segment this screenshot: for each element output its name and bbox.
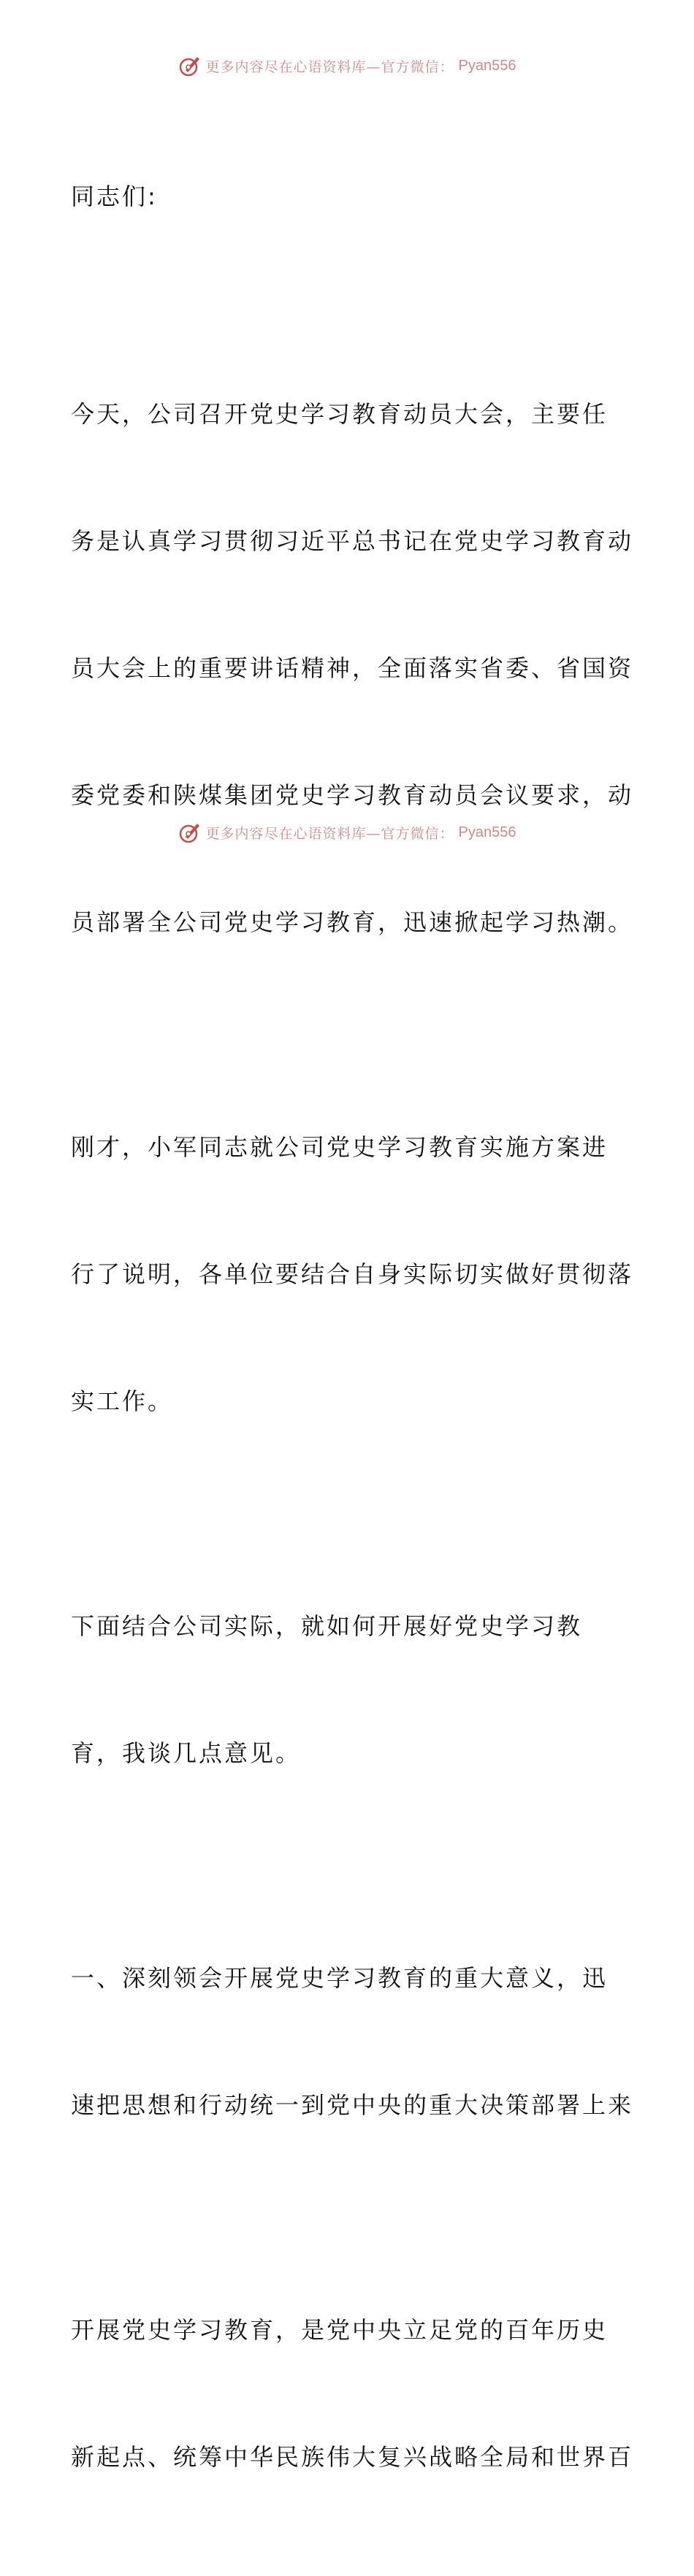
paragraph-line: 开展党史学习教育，是党中央立足党的百年历史 bbox=[71, 2316, 609, 2344]
header-watermark bbox=[0, 51, 694, 80]
paragraph-significance bbox=[71, 2224, 634, 2563]
paragraph-opinions bbox=[71, 1520, 626, 1859]
paragraph-line: 行了说明，各单位要结合自身实际切实做好贯彻落 bbox=[71, 1260, 634, 1288]
watermark-text: 更多内容尽在心语资料库—官方微信： bbox=[205, 825, 454, 842]
paragraph-plan bbox=[71, 1041, 634, 1507]
paragraph-line: 实工作。 bbox=[71, 1387, 174, 1415]
paragraph-line: 刚才，小军同志就公司党史学习教育实施方案进 bbox=[71, 1133, 609, 1161]
paragraph-line: 务是认真学习贯彻习近平总书记在党史学习教育动 bbox=[71, 527, 634, 555]
pen-logo-icon bbox=[178, 821, 202, 844]
watermark-text: 更多内容尽在心语资料库—官方微信： bbox=[205, 58, 454, 75]
watermark-wechat-id: Pyan556 bbox=[458, 824, 516, 840]
salutation bbox=[71, 91, 626, 302]
paragraph-line: 下面结合公司实际，就如何开展好党史学习教 bbox=[71, 1612, 583, 1640]
paragraph-line: 今天，公司召开党史学习教育动员大会，主要任 bbox=[71, 400, 609, 428]
paragraph-line: 新起点、统筹中华民族伟大复兴战略全局和世界百 bbox=[71, 2443, 634, 2471]
salutation-line: 同志们: bbox=[71, 183, 158, 210]
section-heading-1 bbox=[71, 1872, 634, 2211]
paragraph-line: 委党委和陕煤集团党史学习教育动员会议要求，动 bbox=[71, 781, 634, 809]
paragraph-line: 员部署全公司党史学习教育，迅速掀起学习热潮。 bbox=[71, 908, 634, 936]
heading-line: 速把思想和行动统一到党中央的重大决策部署上来 bbox=[71, 2091, 634, 2119]
document-body bbox=[71, 91, 634, 2576]
paragraph-intro bbox=[71, 308, 634, 1028]
paragraph-line: 育，我谈几点意见。 bbox=[71, 1739, 302, 1767]
heading-line: 一、深刻领会开展党史学习教育的重大意义，迅 bbox=[71, 1964, 609, 1992]
watermark-wechat-id: Pyan556 bbox=[458, 57, 516, 74]
pen-logo-icon bbox=[178, 54, 202, 77]
paragraph-line: 员大会上的重要讲话精神，全面落实省委、省国资 bbox=[71, 654, 634, 682]
footer-watermark bbox=[0, 818, 694, 847]
